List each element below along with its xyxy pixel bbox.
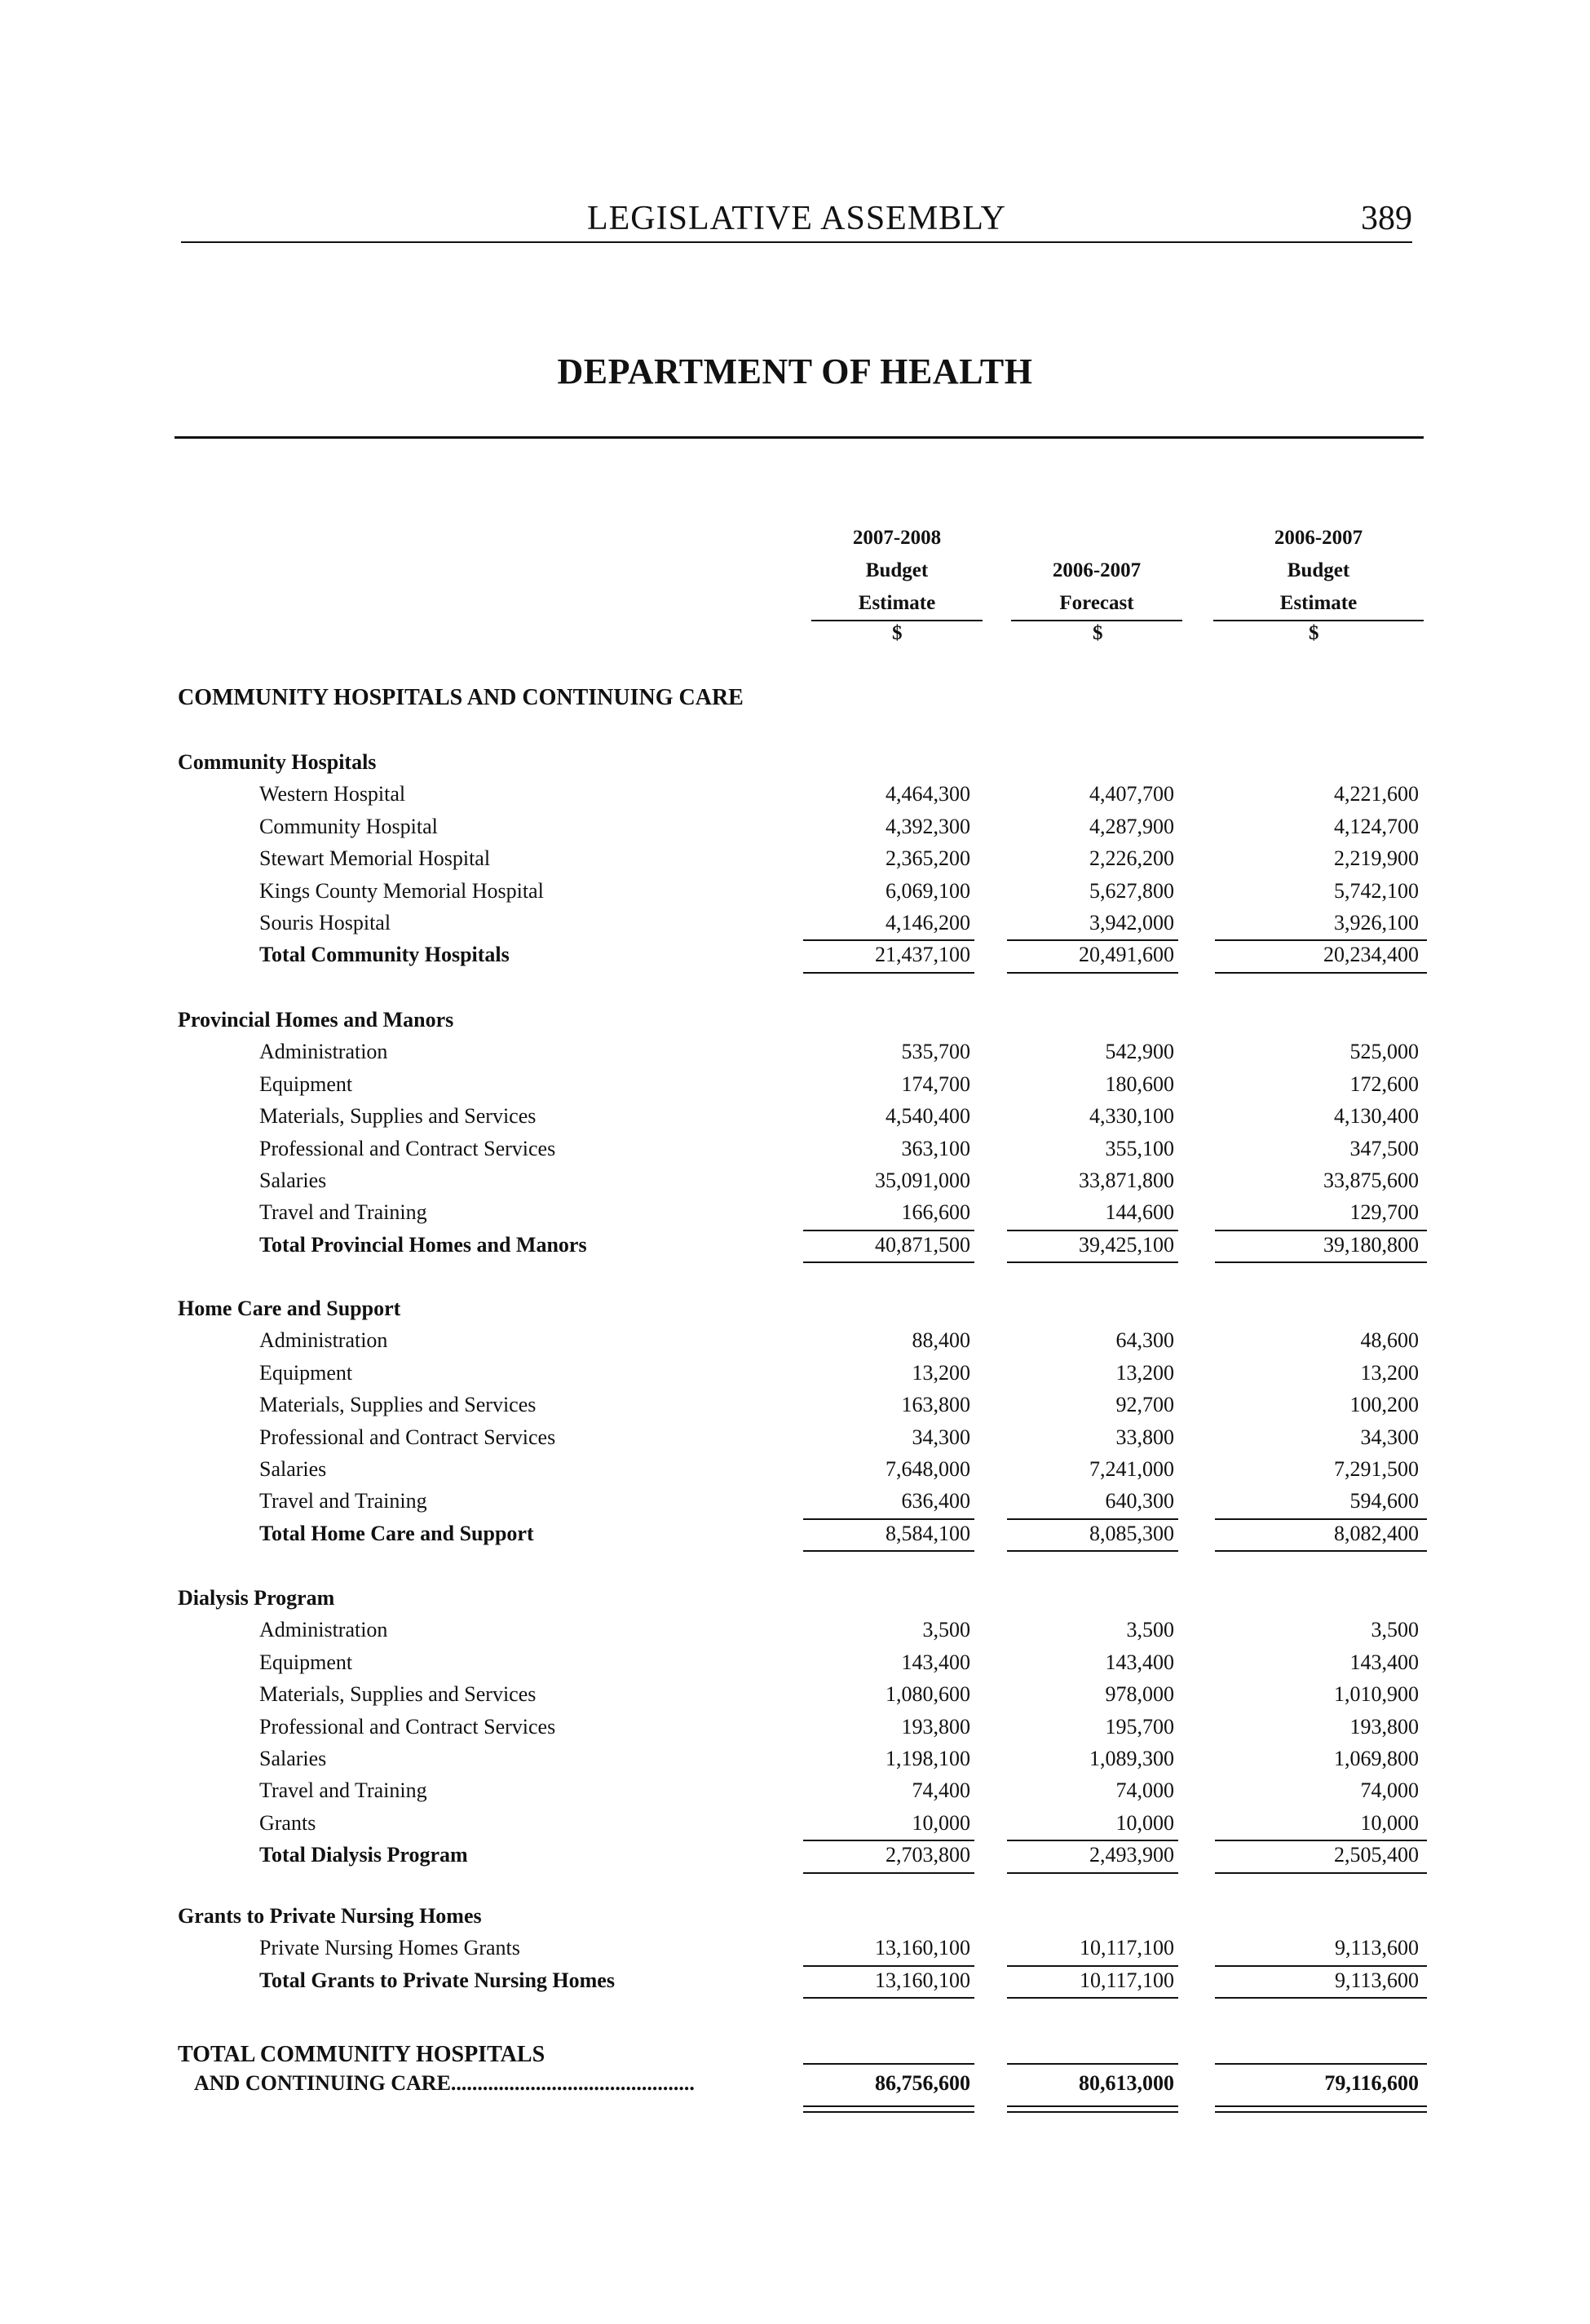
row-label: Private Nursing Homes Grants ..... (259, 1936, 789, 1960)
section-heading-label: Dialysis Program (178, 1586, 335, 1610)
page-number: 389 (1361, 200, 1412, 237)
table-row (0, 1457, 1590, 1489)
cell-value-v1: 4,146,200 (886, 911, 970, 934)
cell-value-v3: 4,221,600 (1334, 782, 1419, 806)
row-label: Materials, Supplies and Services ..... (259, 1104, 789, 1129)
row-label: Salaries ..... (259, 1747, 789, 1771)
table-row (0, 911, 1590, 943)
cell-value-v2: 92,700 (1115, 1393, 1174, 1417)
table-row (0, 1425, 1590, 1457)
row-label: Kings County Memorial Hospital ..... (259, 879, 789, 904)
cell-value-v3: 347,500 (1349, 1136, 1419, 1160)
subtotal-rule (1215, 1518, 1427, 1520)
table-row (0, 1200, 1590, 1232)
cell-value-v2: 144,600 (1105, 1200, 1174, 1225)
subtotal-rule (1007, 1518, 1178, 1520)
table-row (0, 782, 1590, 814)
grand-total-double-rule-c2 (1007, 2105, 1178, 2113)
table-row (0, 1650, 1590, 1682)
cell-value-v1: 1,080,600 (886, 1682, 970, 1707)
grand-total-double-rule-c3 (1215, 2105, 1427, 2113)
cell-value-v1: 4,392,300 (886, 814, 970, 838)
cell-value-v1: 363,100 (901, 1136, 970, 1160)
cell-value-v1: 174,700 (901, 1071, 970, 1096)
cell-value-v3: 172,600 (1349, 1071, 1419, 1096)
grand-total-row (0, 2071, 1590, 2104)
grand-total-rule-c2 (1007, 2063, 1178, 2065)
section-heading (0, 1008, 1590, 1040)
cell-value-v1: 88,400 (912, 1328, 970, 1353)
cell-value-v3: 34,300 (1360, 1425, 1419, 1449)
cell-value-v2: 4,330,100 (1089, 1104, 1174, 1129)
cell-value-v3: 5,742,100 (1334, 878, 1419, 903)
grand-total-double-rule-c1 (803, 2105, 974, 2113)
cell-value-v2: 74,000 (1115, 1778, 1174, 1803)
subtotal-rule (1007, 1230, 1178, 1231)
column-header-forecast-2006-2007: 2006-2007 Forecast (1011, 554, 1182, 621)
cell-value-v2: 10,117,100 (1079, 1968, 1174, 1992)
cell-value-v2: 195,700 (1105, 1714, 1174, 1739)
cell-value-v2: 10,117,100 (1079, 1936, 1174, 1960)
total-rule (803, 1872, 974, 1874)
cell-value-v3: 9,113,600 (1334, 1968, 1419, 1992)
total-row (0, 1968, 1590, 2000)
column-header-budget-estimate-2007-2008: 2007-2008 Budget Estimate (811, 522, 983, 621)
total-row (0, 943, 1590, 974)
cell-value-v2: 39,425,100 (1079, 1232, 1174, 1257)
currency-symbol-c2: $ (1093, 622, 1103, 644)
cell-value-v3: 4,130,400 (1334, 1104, 1419, 1129)
row-label: Equipment ..... (259, 1072, 789, 1097)
cell-value-v3: 4,124,700 (1334, 814, 1419, 838)
row-label: Travel and Training ..... (259, 1778, 789, 1803)
section-heading (0, 750, 1590, 782)
subtotal-rule (1215, 1840, 1427, 1841)
total-rule (803, 1550, 974, 1552)
cell-value-v2: 355,100 (1105, 1136, 1174, 1160)
total-rule (803, 972, 974, 974)
cell-value-v3: 9,113,600 (1334, 1936, 1419, 1960)
subtotal-rule (803, 1840, 974, 1841)
grand-total-label-line2: AND CONTINUING CARE.............................................. (194, 2071, 695, 2095)
cell-value-v2: 3,500 (1126, 1618, 1174, 1642)
table-row (0, 1104, 1590, 1136)
cell-value-v2: 20,491,600 (1079, 943, 1174, 967)
table-row (0, 1072, 1590, 1104)
row-label: Professional and Contract Services ..... (259, 1715, 789, 1739)
cell-value-v2: 2,226,200 (1089, 846, 1174, 871)
grand-total-value-c3: 79,116,600 (1324, 2071, 1419, 2095)
subtotal-rule (803, 1230, 974, 1231)
cell-value-v3: 100,200 (1349, 1393, 1419, 1417)
cell-value-v2: 7,241,000 (1089, 1457, 1174, 1481)
cell-value-v3: 2,219,900 (1334, 846, 1419, 871)
total-rule (1215, 972, 1427, 974)
grand-total-rule-c1 (803, 2063, 974, 2065)
cell-value-v3: 594,600 (1349, 1489, 1419, 1513)
cell-value-v1: 8,584,100 (886, 1521, 970, 1545)
cell-value-v3: 2,505,400 (1334, 1843, 1419, 1867)
row-label: Total Dialysis Program ..... (259, 1843, 789, 1867)
cell-value-v1: 163,800 (901, 1393, 970, 1417)
total-rule (1007, 1872, 1178, 1874)
subtotal-rule (1215, 939, 1427, 941)
row-label: Professional and Contract Services ..... (259, 1137, 789, 1161)
cell-value-v2: 640,300 (1105, 1489, 1174, 1513)
cell-value-v3: 129,700 (1349, 1200, 1419, 1225)
cell-value-v3: 10,000 (1360, 1810, 1419, 1835)
cell-value-v2: 4,407,700 (1089, 782, 1174, 806)
cell-value-v1: 4,464,300 (886, 782, 970, 806)
page-header-title: LEGISLATIVE ASSEMBLY (587, 200, 1006, 237)
cell-value-v1: 13,160,100 (875, 1968, 970, 1992)
cell-value-v3: 3,500 (1371, 1618, 1419, 1642)
division-heading: COMMUNITY HOSPITALS AND CONTINUING CARE (178, 685, 744, 710)
cell-value-v3: 3,926,100 (1334, 911, 1419, 934)
cell-value-v2: 542,900 (1105, 1040, 1174, 1064)
row-label: Equipment ..... (259, 1650, 789, 1675)
table-row (0, 1361, 1590, 1393)
total-rule (1007, 972, 1178, 974)
total-rule (1007, 1261, 1178, 1263)
subtotal-rule (1215, 1230, 1427, 1231)
section-heading-label: Provincial Homes and Manors (178, 1008, 454, 1032)
grand-total-rule-c3 (1215, 2063, 1427, 2065)
section-heading-label: Home Care and Support (178, 1297, 401, 1320)
row-label: Western Hospital ..... (259, 782, 789, 806)
column-header-budget-estimate-2006-2007: 2006-2007 Budget Estimate (1213, 522, 1424, 621)
cell-value-v2: 4,287,900 (1089, 814, 1174, 838)
table-row (0, 1682, 1590, 1714)
row-label: Stewart Memorial Hospital ..... (259, 846, 789, 871)
total-rule (1007, 1550, 1178, 1552)
subtotal-rule (803, 1965, 974, 1967)
row-label: Administration ..... (259, 1328, 789, 1353)
cell-value-v3: 39,180,800 (1323, 1232, 1419, 1257)
row-label: Travel and Training ..... (259, 1489, 789, 1513)
cell-value-v3: 48,600 (1360, 1328, 1419, 1353)
table-row (0, 1137, 1590, 1169)
cell-value-v2: 180,600 (1105, 1071, 1174, 1096)
cell-value-v3: 1,010,900 (1334, 1682, 1419, 1707)
total-rule (1215, 1261, 1427, 1263)
row-label: Souris Hospital ..... (259, 911, 789, 935)
cell-value-v2: 33,800 (1115, 1425, 1174, 1449)
cell-value-v2: 33,871,800 (1079, 1169, 1174, 1192)
row-label: Professional and Contract Services ..... (259, 1425, 789, 1450)
cell-value-v1: 34,300 (912, 1425, 970, 1449)
row-label: Salaries ..... (259, 1169, 789, 1193)
cell-value-v1: 4,540,400 (886, 1104, 970, 1129)
table-row (0, 1936, 1590, 1968)
row-label: Materials, Supplies and Services ..... (259, 1393, 789, 1417)
cell-value-v1: 193,800 (901, 1714, 970, 1739)
cell-value-v3: 8,082,400 (1334, 1521, 1419, 1545)
row-label: Salaries ..... (259, 1457, 789, 1482)
table-row (0, 1169, 1590, 1200)
table-row (0, 1489, 1590, 1521)
cell-value-v2: 10,000 (1115, 1810, 1174, 1835)
row-label: Travel and Training ..... (259, 1200, 789, 1225)
cell-value-v3: 1,069,800 (1334, 1747, 1419, 1770)
cell-value-v2: 8,085,300 (1089, 1521, 1174, 1545)
row-label: Community Hospital ..... (259, 815, 789, 839)
cell-value-v1: 10,000 (912, 1810, 970, 1835)
title-rule (174, 436, 1424, 439)
section-heading (0, 1904, 1590, 1936)
table-row (0, 1040, 1590, 1071)
section-heading-label: Grants to Private Nursing Homes (178, 1904, 482, 1928)
cell-value-v2: 2,493,900 (1089, 1843, 1174, 1867)
cell-value-v1: 21,437,100 (875, 943, 970, 967)
cell-value-v2: 13,200 (1115, 1360, 1174, 1385)
cell-value-v1: 74,400 (912, 1778, 970, 1803)
cell-value-v3: 33,875,600 (1323, 1169, 1419, 1192)
cell-value-v1: 6,069,100 (886, 878, 970, 903)
table-row (0, 879, 1590, 911)
row-label: Total Home Care and Support ..... (259, 1522, 789, 1546)
row-label: Grants ..... (259, 1811, 789, 1836)
cell-value-v1: 1,198,100 (886, 1747, 970, 1770)
table-row (0, 1811, 1590, 1843)
total-rule (803, 1261, 974, 1263)
department-title: DEPARTMENT OF HEALTH (557, 351, 1033, 391)
row-label: Administration ..... (259, 1040, 789, 1064)
grand-total-value-c2: 80,613,000 (1079, 2071, 1174, 2095)
total-row (0, 1233, 1590, 1265)
currency-symbol-c3: $ (1309, 622, 1319, 644)
row-label: Materials, Supplies and Services ..... (259, 1682, 789, 1707)
cell-value-v3: 20,234,400 (1323, 943, 1419, 967)
row-label: Equipment ..... (259, 1361, 789, 1385)
row-label: Administration ..... (259, 1618, 789, 1642)
total-rule (1007, 1997, 1178, 1999)
total-rule (1215, 1997, 1427, 1999)
total-rule (803, 1997, 974, 1999)
cell-value-v1: 13,200 (912, 1360, 970, 1385)
table-row (0, 1715, 1590, 1747)
total-rule (1215, 1550, 1427, 1552)
cell-value-v3: 74,000 (1360, 1778, 1419, 1803)
cell-value-v2: 5,627,800 (1089, 878, 1174, 903)
cell-value-v1: 35,091,000 (875, 1169, 970, 1192)
cell-value-v1: 2,703,800 (886, 1843, 970, 1867)
cell-value-v1: 13,160,100 (875, 1936, 970, 1960)
cell-value-v1: 636,400 (901, 1489, 970, 1513)
subtotal-rule (803, 1518, 974, 1520)
table-row (0, 1618, 1590, 1650)
section-heading (0, 1586, 1590, 1618)
cell-value-v1: 143,400 (901, 1650, 970, 1674)
subtotal-rule (1215, 1965, 1427, 1967)
cell-value-v1: 2,365,200 (886, 846, 970, 871)
cell-value-v1: 40,871,500 (875, 1232, 970, 1257)
subtotal-rule (1007, 1840, 1178, 1841)
cell-value-v3: 143,400 (1349, 1650, 1419, 1674)
table-row (0, 846, 1590, 878)
subtotal-rule (1007, 1965, 1178, 1967)
table-row (0, 815, 1590, 846)
table-row (0, 1328, 1590, 1360)
cell-value-v2: 978,000 (1105, 1682, 1174, 1707)
subtotal-rule (1007, 939, 1178, 941)
row-label: Total Provincial Homes and Manors ..... (259, 1233, 789, 1257)
cell-value-v3: 7,291,500 (1334, 1457, 1419, 1481)
subtotal-rule (803, 939, 974, 941)
total-rule (1215, 1872, 1427, 1874)
cell-value-v2: 3,942,000 (1089, 911, 1174, 934)
cell-value-v1: 3,500 (922, 1618, 970, 1642)
section-heading (0, 1297, 1590, 1328)
cell-value-v1: 166,600 (901, 1200, 970, 1225)
table-row (0, 1393, 1590, 1425)
grand-total-label-line1: TOTAL COMMUNITY HOSPITALS (178, 2042, 545, 2067)
section-heading-label: Community Hospitals (178, 750, 377, 774)
table-row (0, 1778, 1590, 1810)
row-label: Total Community Hospitals ..... (259, 943, 789, 967)
cell-value-v2: 143,400 (1105, 1650, 1174, 1674)
row-label: Total Grants to Private Nursing Homes ..... (259, 1968, 789, 1993)
cell-value-v1: 7,648,000 (886, 1457, 970, 1481)
cell-value-v3: 13,200 (1360, 1360, 1419, 1385)
total-row (0, 1843, 1590, 1875)
page-header (181, 192, 1412, 243)
cell-value-v1: 535,700 (901, 1040, 970, 1064)
grand-total-value-c1: 86,756,600 (875, 2071, 970, 2095)
total-row (0, 1522, 1590, 1553)
cell-value-v3: 525,000 (1349, 1040, 1419, 1064)
cell-value-v2: 1,089,300 (1089, 1747, 1174, 1770)
table-row (0, 1747, 1590, 1778)
cell-value-v3: 193,800 (1349, 1714, 1419, 1739)
currency-symbol-c1: $ (892, 622, 903, 644)
cell-value-v2: 64,300 (1115, 1328, 1174, 1353)
